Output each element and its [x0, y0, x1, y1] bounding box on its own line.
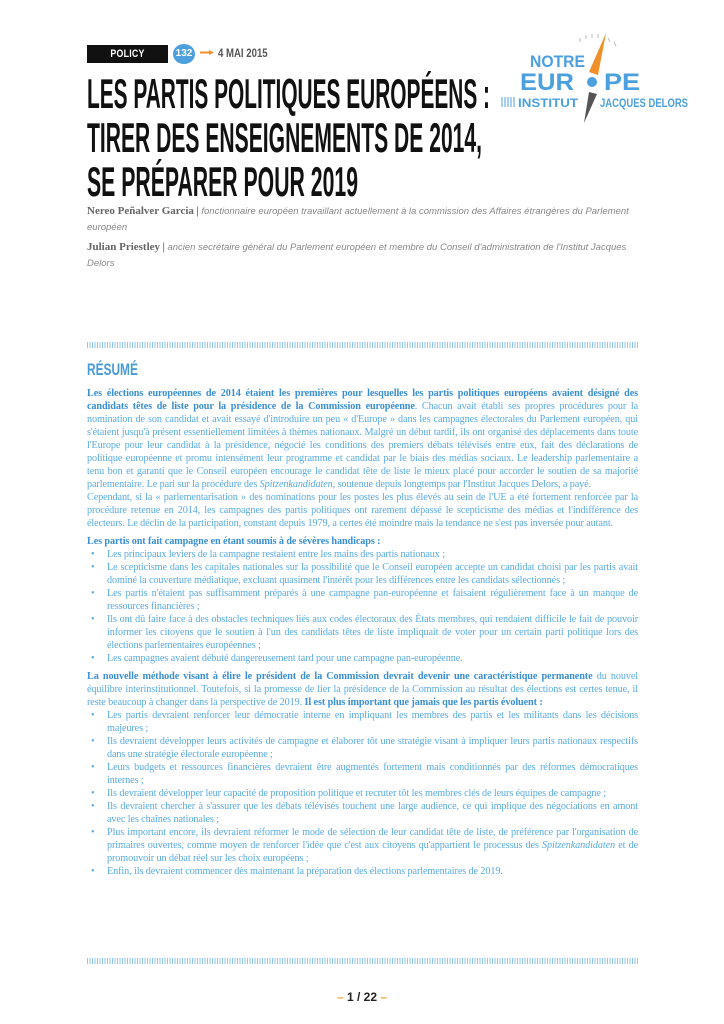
- p3-text: du nouvel équilibre interinstitutionnel. Toutefois, si la promesse de lier la présidence de la Commission au résultat des élections est certes tenue, il reste beaucoup à changer dans la perspective de 2019.: [87, 671, 638, 708]
- author-entry: Nereo Peñalver Garcia | fonctionnaire européen travaillant actuellement à la commission des Affaires étrangères du Parlement européen: [87, 205, 629, 233]
- page-number-text: 1 / 22: [346, 990, 378, 1004]
- rec6-italic: Spitzenkandidaten: [542, 840, 616, 851]
- title-line: SE PRÉPARER POUR 2019: [87, 158, 358, 205]
- p1-italic: Spitzenkandidaten: [259, 479, 333, 490]
- compass-needle-grey: [584, 92, 597, 123]
- handicaps-heading: [87, 535, 638, 548]
- authors: [87, 203, 647, 275]
- divider-top: [87, 342, 638, 348]
- paragraph-2: Cependant, si la « parlementarisation » des nominations pour les postes les plus élevés au sein de l'UE a été fortement renforcée par la procédure retenue en 2014, les campagnes des partis politiques ont rarement dépassé le scepticisme des médias et l'indifférence des électeurs. Le déclin de la participation, constant depuis 1979, a certes été moindre mais la tendance ne s'est pas inversée pour autant.: [87, 492, 638, 529]
- list-item: • Ils ont dû faire face à des obstacles techniques liés aux codes électoraux des États membres, qui rendaient difficile le fait de pouvoir informer les citoyens que le soutien à l'un des candidats têtes de liste impliquait de voter pour un certain parti politique lors des élections parlementaires européennes ;: [87, 613, 638, 652]
- page-title: [85, 70, 495, 205]
- p3-bold2: Il est plus important que jamais que les partis évoluent :: [304, 697, 543, 708]
- p3-bold: La nouvelle méthode visant à élire le président de la Commission devrait devenir une caractéristique permanente: [87, 671, 593, 682]
- list-item: • Enfin, ils devraient commencer dès maintenant la préparation des élections parlementaires de 2019.: [87, 865, 638, 878]
- recommendations-list: [87, 709, 638, 878]
- logo-line2b: PE: [604, 69, 640, 96]
- logo-line2a: EUR: [520, 69, 574, 96]
- resume-heading-text: RÉSUMÉ: [87, 360, 138, 379]
- arrow-icon: [200, 50, 214, 55]
- series-label-text: POLICY PAPER: [110, 48, 145, 78]
- notre-europe-logo: [500, 30, 700, 125]
- logo-line3b: JACQUES DELORS: [600, 96, 688, 110]
- list-item: • Ils devraient développer leurs activités de campagne et élaborer tôt une stratégie visant à impliquer leurs partis nationaux respectifs dans une stratégie électorale européenne ;: [87, 735, 638, 761]
- p1-bold: Les élections européennes de 2014 étaient les premières pour lesquelles les partis politiques européens avaient désigné des candidats têtes de liste pour la présidence de la Commission européenne: [87, 388, 638, 412]
- list-item: • Les campagnes avaient débuté dangereusement tard pour une campagne pan-européenne.: [87, 652, 638, 665]
- resume-body: [87, 387, 638, 878]
- logo-line1: NOTRE: [530, 52, 585, 71]
- resume-heading: [87, 360, 160, 380]
- title-line: TIRER DES ENSEIGNEMENTS DE 2014,: [87, 114, 482, 161]
- list-item: • Ils devraient chercher à s'assurer que les débats télévisés touchent une large audience, ce qui implique des négociations en amont avec les chaînes nationales ;: [87, 800, 638, 826]
- author-role: fonctionnaire européen travaillant actuellement à la commission des Affaires étrangères du Parlement européen: [87, 206, 629, 233]
- rec6-end: et de promouvoir un débat réel sur les choix européens ;: [107, 840, 638, 864]
- author-name: Nereo Peñalver Garcia: [87, 205, 194, 217]
- paragraph-3: [87, 670, 638, 709]
- paragraph-1: [87, 387, 638, 491]
- author-role: ancien secrétaire général du Parlement européen et membre du Conseil d'administration de l'Institut Jacques Delors: [87, 242, 627, 269]
- p1-text: . Chacun avait établi ses propres procédures pour la nomination de son candidat et avait essayé d'introduire un peu « d'Europe » dans les campagnes électorales du Parlement européen, qui s'étaient jusqu'à présent essentiellement limitées à thèmes nationaux. Malgré un début tardif, ils ont organisé des déplacements dans toute l'Europe pour leur candidat à la présidence, négocié les conditions des premiers débats télévisés entre eux, fait des déclarations de politique européenne et promu intensément leur programme et candidat par le biais des médias sociaux. Le leadership parlementaire a tenu bon et garanti que le Conseil européen encourage le candidat tête de liste le mieux placé pour accorder le soutien de sa majorité parlementaire. Le pari sur la procédure des: [87, 401, 638, 490]
- list-item: • Les partis n'étaient pas suffisamment préparés à une campagne pan-européenne et faisaient régulièrement face à un manque de ressources financières ;: [87, 587, 638, 613]
- list-item: • Les partis devraient renforcer leur démocratie interne en impliquant les membres des partis et les militants dans les décisions majeures ;: [87, 709, 638, 735]
- logo-line3a: INSTITUT: [518, 96, 579, 110]
- date-text: 4 MAI 2015: [218, 46, 268, 60]
- issue-number-badge: 132: [173, 44, 195, 64]
- publication-date: [218, 46, 280, 60]
- policy-paper-label: [87, 45, 168, 78]
- handicaps-heading-text: Les partis ont fait campagne en étant soumis à de sévères handicaps :: [87, 536, 381, 547]
- list-item: • Le scepticisme dans les capitales nationales sur la possibilité que le Conseil européen accepte un candidat choisi par les partis avait dominé la couverture médiatique, excluant quasiment l'intérêt pour les différences entre les candidats sélectionnés ;: [87, 561, 638, 587]
- p1-end: , soutenue depuis longtemps par l'Institut Jacques Delors, a payé.: [332, 479, 592, 490]
- divider-bottom: [87, 958, 638, 964]
- author-name: Julian Priestley: [87, 241, 161, 253]
- page-number: – 1 / 22 –: [336, 990, 388, 1004]
- title-line: LES PARTIS POLITIQUES EUROPÉENS :: [87, 70, 490, 117]
- rec6-text: Plus important encore, ils devraient réformer le mode de sélection de leur candidat tête de liste, de préférence par l'organisation de primaires ouvertes, comme moyen de renforcer l'idée que c'est aux citoyens qu'appartient le processus des: [107, 827, 638, 851]
- list-item: • Les principaux leviers de la campagne restaient entre les mains des partis nationaux ;: [87, 548, 638, 561]
- list-item: • Ils devraient développer leur capacité de proposition politique et recruter tôt les membres clés de leurs équipes de campagne ;: [87, 787, 638, 800]
- list-item: • Leurs budgets et ressources financières devraient être augmentés fortement mais conditionnés par des réformes démocratiques internes ;: [87, 761, 638, 787]
- handicaps-list: [87, 548, 638, 665]
- author-entry: Julian Priestley | ancien secrétaire général du Parlement européen et membre du Conseil d'administration de l'Institut Jacques Delors: [87, 241, 627, 269]
- list-item: [87, 826, 638, 865]
